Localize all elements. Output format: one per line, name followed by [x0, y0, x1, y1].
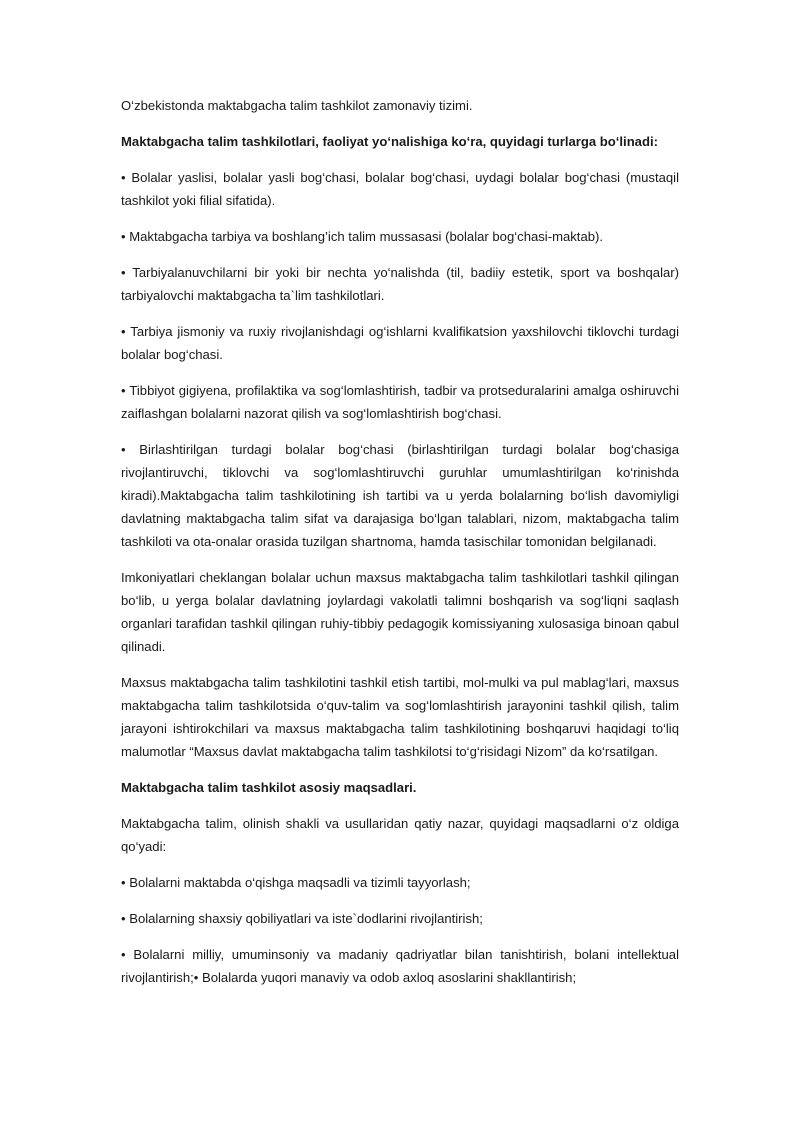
paragraph-title: O‘zbekistonda maktabgacha talim tashkilot zamonaviy tizimi.	[121, 98, 473, 113]
list-item: • Bolalarning shaxsiy qobiliyatlari va iste`dodlarini rivojlantirish;	[121, 911, 483, 926]
list-item: • Tarbiyalanuvchilarni bir yoki bir nechta yo‘nalishda (til, badiiy estetik, sport va boshqalar) tarbiyalovchi maktabgacha ta`lim tashkilotlari.	[121, 265, 679, 303]
paragraph: Imkoniyatlari cheklangan bolalar uchun maxsus maktabgacha talim tashkilotlari tashkil qilingan bo‘lib, u yerga bolalar davlatning joylardagi vakolatli talimni boshqarish va sog‘liqni saqlash organlari tarafidan tashkil qilingan ruhiy-tibbiy pedagogik komissiyaning xulosasiga binoan qabul qilinadi.	[121, 570, 679, 654]
heading-goals: Maktabgacha talim tashkilot asosiy maqsadlari.	[121, 780, 417, 795]
list-item: • Maktabgacha tarbiya va boshlang’ich talim mussasasi (bolalar bog‘chasi-maktab).	[121, 229, 604, 244]
list-item: • Bolalarni milliy, umuminsoniy va madaniy qadriyatlar bilan tanishtirish, bolani intellektual rivojlantirish;• Bolalarda yuqori manaviy va odob axloq asoslarini shakllantirish;	[121, 947, 679, 985]
list-item: • Birlashtirilgan turdagi bolalar bog‘chasi (birlashtirilgan turdagi bolalar bog‘chasiga rivojlantiruvchi, tiklovchi va sog‘lomlashtiruvchi guruhlar umumlashtirilgan ko‘rinishda kiradi).Maktabgacha talim tashkilotining ish tartibi va u yerda bolalarning bo‘lish davomiyligi davlatning maktabgacha talim sifat va darajasiga bo‘lgan talablari, nizom, maktabgacha talim tashkiloti va ota-onalar orasida tuzilgan shartnoma, hamda tasischilar tomonidan belgilanadi.	[121, 442, 679, 549]
paragraph: Maktabgacha talim, olinish shakli va usullaridan qatiy nazar, quyidagi maqsadlarni o‘z oldiga qo‘yadi:	[121, 816, 679, 854]
list-item: • Bolalarni maktabda o‘qishga maqsadli va tizimli tayyorlash;	[121, 875, 471, 890]
list-item: • Tibbiyot gigiyena, profilaktika va sog‘lomlashtirish, tadbir va protseduralarini amalga oshiruvchi zaiflashgan bolalarni nazorat qilish va sog‘lomlashtirish bog‘chasi.	[121, 383, 679, 421]
list-item: • Bolalar yaslisi, bolalar yasli bog‘chasi, bolalar bog‘chasi, uydagi bolalar bog‘chasi (mustaqil tashkilot yoki filial sifatida).	[121, 170, 679, 208]
document-body	[121, 94, 679, 1002]
heading-types: Maktabgacha talim tashkilotlari, faoliyat yo‘nalishiga ko‘ra, quyidagi turlarga bo‘linadi:	[121, 134, 658, 149]
paragraph: Maxsus maktabgacha talim tashkilotini tashkil etish tartibi, mol-mulki va pul mablag‘lari, maxsus maktabgacha talim tashkilotsida o‘quv-talim va sog‘lomlashtirish jarayonini tashkil qilish, talim jarayoni ishtirokchilari va maxsus maktabgacha talim tashkilotining boshqaruvi haqidagi to‘liq malumotlar “Maxsus davlat maktabgacha talim tashkilotsi to‘g‘risidagi Nizom” da ko‘rsatilgan.	[121, 675, 679, 759]
list-item: • Tarbiya jismoniy va ruxiy rivojlanishdagi og‘ishlarni kvalifikatsion yaxshilovchi tiklovchi turdagi bolalar bog‘chasi.	[121, 324, 679, 362]
